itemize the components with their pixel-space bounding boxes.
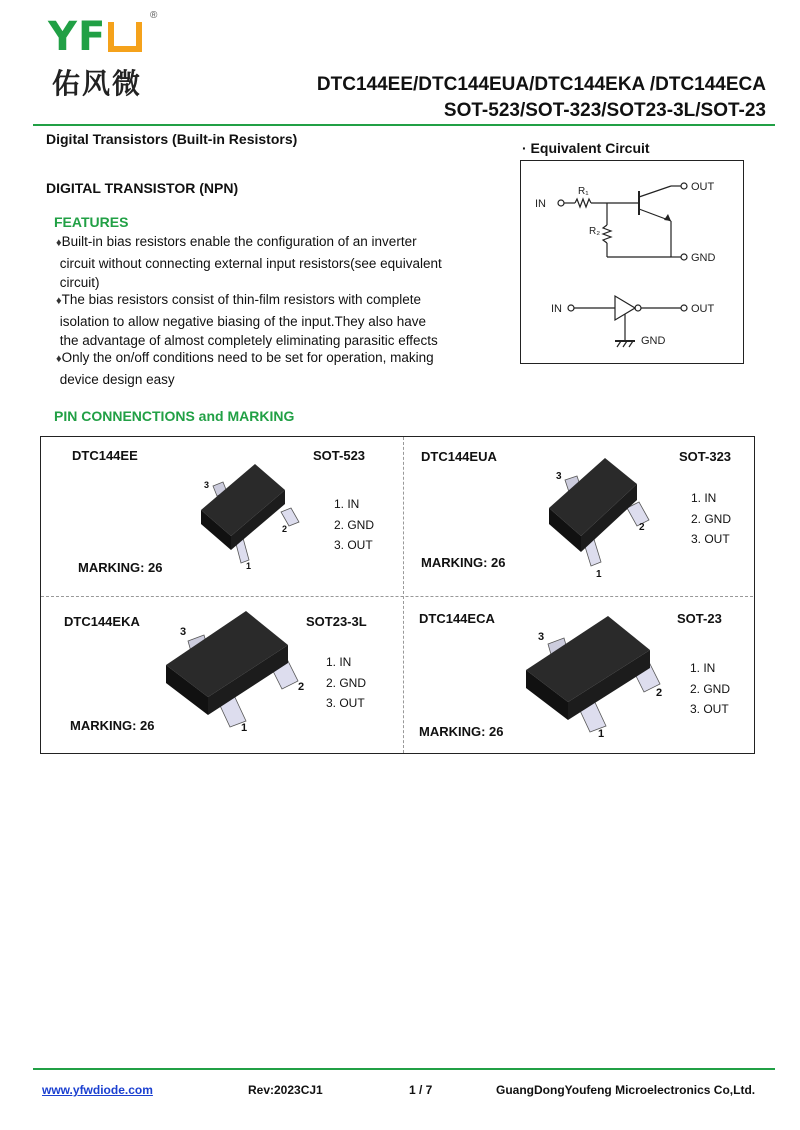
package-name: SOT-323 [679,449,732,464]
feature-item: ♦Built-in bias resistors enable the configuration of an inverter circuit without connecting external input resistors(see equivalent circuit) [56,234,442,290]
equivalent-circuit-diagram [520,160,744,364]
marking-code: MARKING: 26 [78,560,163,575]
registered-mark: ® [150,10,158,21]
lead-label-1: 1 [598,728,605,740]
package-sot323-illustration [545,450,655,580]
pin-list: 1. IN 2. GND 3. OUT [691,491,732,546]
logo-u-mark [108,22,142,52]
part-number: DTC144EKA [64,614,140,629]
lead-label-3: 3 [556,471,562,482]
circuit-label-in: IN [535,198,546,210]
circuit-label-gnd: GND [691,252,716,264]
footer-website [42,1083,153,1097]
footer-company: GuangDongYoufeng Microelectronics Co,Ltd. [496,1083,756,1097]
lead-label-1: 1 [596,569,602,580]
logo-latin-text: YF [48,14,107,60]
lead-label-2: 2 [282,524,288,534]
website-link[interactable]: www.yfwdiode.com [42,1083,153,1097]
circuit-label-out: OUT [691,181,715,193]
package-sot23-illustration [520,610,670,740]
equivalent-circuit-title: · Equivalent Circuit [522,140,650,156]
part-number: DTC144EE [72,448,138,463]
lead-label-3: 3 [538,631,545,643]
bullet-icon: ♦ [56,237,62,249]
pin-connections-title: PIN CONNENCTIONS and MARKING [54,408,295,424]
part-number: DTC144ECA [419,611,495,626]
page-subtitle: Digital Transistors (Built-in Resistors) [46,131,298,147]
package-name: SOT-23 [677,611,722,626]
package-name: SOT23-3L [306,614,367,629]
circuit-label-out-2: OUT [691,303,715,315]
features-title: FEATURES [54,214,129,230]
cell-divider-vertical [403,437,404,753]
section-heading: DIGITAL TRANSISTOR (NPN) [46,180,239,196]
logo-chinese-text: 佑风微 [52,67,143,100]
pin-list: 1. IN 2. GND 3. OUT [690,661,731,716]
circuit-label-gnd-2: GND [641,335,666,347]
circuit-schematic [521,161,743,363]
brand-logo [48,14,142,60]
feature-item: ♦Only the on/off conditions need to be set for operation, making device design easy [56,350,434,387]
lead-label-2: 2 [639,522,645,533]
marking-code: MARKING: 26 [421,555,506,570]
circuit-label-r1: R₁ [578,186,589,197]
lead-label-3: 3 [180,626,187,638]
lead-label-1: 1 [246,561,252,571]
package-sot523-illustration [195,460,305,575]
document-title-parts: DTC144EE/DTC144EUA/DTC144EKA /DTC144ECA [316,74,766,95]
footer-divider [33,1068,775,1070]
marking-code: MARKING: 26 [70,718,155,733]
lead-label-2: 2 [656,687,663,699]
document-title-packages: SOT-523/SOT-323/SOT23-3L/SOT-23 [443,100,766,121]
package-sot23-3l-illustration [160,605,310,735]
part-number: DTC144EUA [421,449,497,464]
lead-label-2: 2 [298,681,305,693]
feature-item: ♦The bias resistors consist of thin-film resistors with complete isolation to allow negative biasing of the input.They also have the advantage of almost completely eliminating parasitic effects [56,292,438,348]
pin-list: 1. IN 2. GND 3. OUT [326,655,367,710]
page-number: 1 / 7 [409,1083,433,1097]
marking-code: MARKING: 26 [419,724,504,739]
lead-label-3: 3 [204,480,210,490]
bullet-icon: ♦ [56,295,62,307]
package-name: SOT-523 [313,448,366,463]
bullet-icon: ♦ [56,353,62,365]
header-divider [33,124,775,126]
lead-label-1: 1 [241,722,248,734]
circuit-label-r2: R₂ [589,226,601,237]
footer-revision: Rev:2023CJ1 [248,1083,323,1097]
cell-divider-horizontal [41,596,753,597]
circuit-label-in-2: IN [551,303,562,315]
pin-list: 1. IN 2. GND 3. OUT [334,497,375,552]
